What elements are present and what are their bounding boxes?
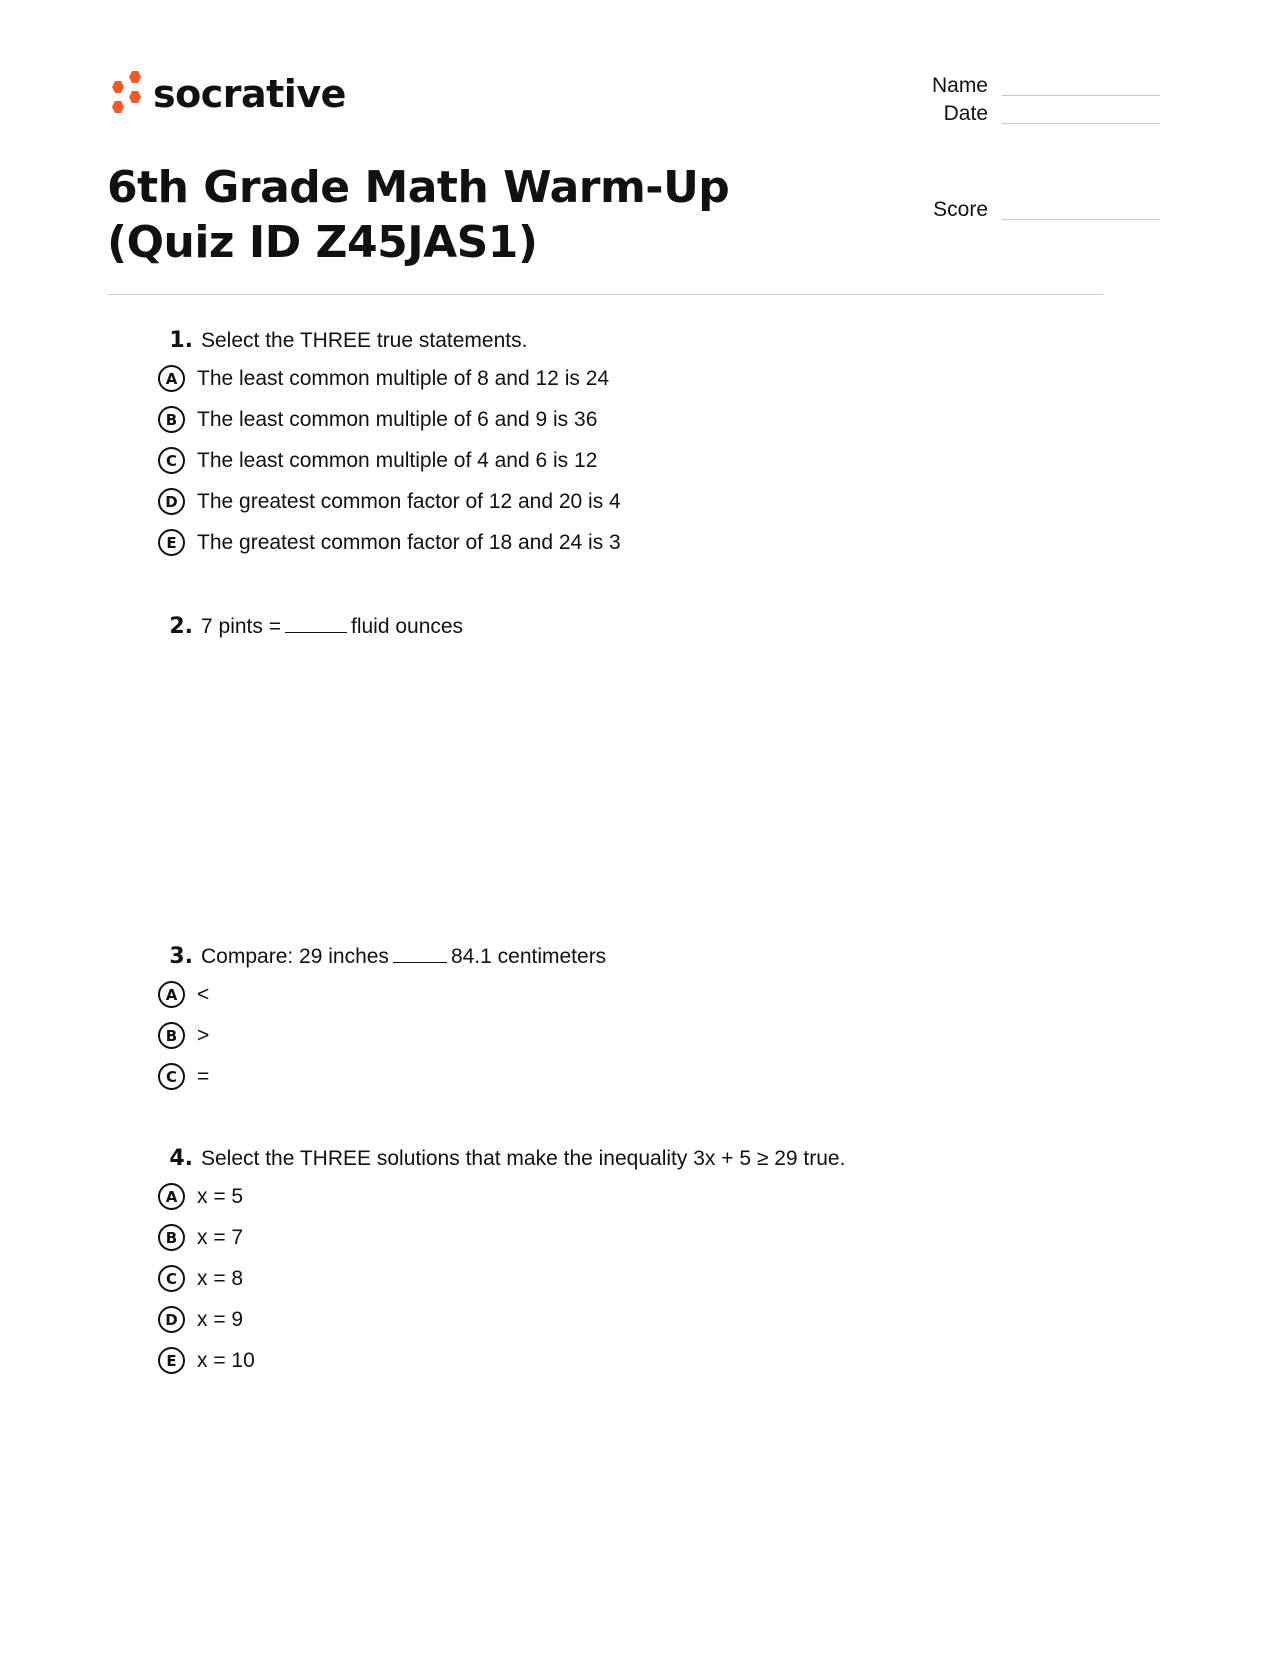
date-label: Date — [943, 102, 988, 125]
question-number: 2. — [169, 614, 193, 639]
date-line[interactable] — [1002, 123, 1160, 124]
brand-name: socrative — [153, 72, 346, 116]
answer-bubble[interactable]: D — [158, 1306, 185, 1333]
option-text: x = 10 — [197, 1348, 255, 1372]
score-field[interactable] — [888, 198, 1160, 222]
page-title: 6th Grade Math Warm-Up (Quiz ID Z45JAS1) — [107, 162, 730, 268]
option-b[interactable] — [158, 404, 621, 435]
option-text: > — [197, 1023, 210, 1047]
question-2 — [158, 614, 463, 639]
option-d[interactable] — [158, 486, 621, 517]
question-prompt-after: fluid ounces — [350, 615, 464, 638]
option-text: < — [197, 982, 210, 1006]
answer-bubble[interactable]: E — [158, 1347, 185, 1374]
question-prompt: Select the THREE solutions that make the inequality 3x + 5 ≥ 29 true. — [201, 1147, 846, 1170]
option-text: The least common multiple of 4 and 6 is 12 — [197, 448, 598, 472]
option-c[interactable] — [158, 445, 621, 476]
question-3 — [158, 944, 606, 1092]
answer-bubble[interactable]: B — [158, 1224, 185, 1251]
option-b[interactable] — [158, 1020, 606, 1051]
answer-bubble[interactable]: C — [158, 1265, 185, 1292]
question-number: 3. — [169, 944, 193, 969]
question-prompt-before: Compare: 29 inches — [201, 945, 389, 968]
score-label: Score — [933, 198, 988, 221]
option-e[interactable] — [158, 527, 621, 558]
answer-bubble[interactable]: A — [158, 1183, 185, 1210]
option-d[interactable] — [158, 1304, 845, 1335]
option-c[interactable] — [158, 1061, 606, 1092]
option-a[interactable] — [158, 979, 606, 1010]
option-text: x = 9 — [197, 1307, 244, 1331]
option-text: The least common multiple of 8 and 12 is 24 — [197, 366, 610, 390]
name-label: Name — [931, 74, 988, 97]
option-a[interactable] — [158, 1181, 845, 1212]
answer-bubble[interactable]: A — [158, 981, 185, 1008]
question-prompt-after: 84.1 centimeters — [450, 945, 607, 968]
answer-bubble[interactable]: D — [158, 488, 185, 515]
answer-bubble[interactable]: C — [158, 1063, 185, 1090]
question-number: 1. — [169, 328, 193, 353]
option-c[interactable] — [158, 1263, 845, 1294]
hexagon-logo-icon — [107, 70, 145, 118]
option-a[interactable] — [158, 363, 621, 394]
option-text: x = 7 — [197, 1225, 244, 1249]
option-text: The greatest common factor of 12 and 20 is 4 — [197, 489, 621, 513]
question-4 — [158, 1146, 845, 1376]
option-e[interactable] — [158, 1345, 845, 1376]
question-prompt: Select the THREE true statements. — [201, 329, 528, 352]
option-text: The greatest common factor of 18 and 24 is 3 — [197, 530, 621, 554]
answer-blank[interactable] — [393, 961, 447, 963]
answer-bubble[interactable]: C — [158, 447, 185, 474]
option-text: x = 8 — [197, 1266, 244, 1290]
answer-bubble[interactable]: E — [158, 529, 185, 556]
option-text: x = 5 — [197, 1184, 244, 1208]
answer-bubble[interactable]: B — [158, 1022, 185, 1049]
date-field[interactable] — [888, 102, 1160, 126]
option-text: The least common multiple of 6 and 9 is 36 — [197, 407, 598, 431]
question-1 — [158, 328, 621, 558]
question-number: 4. — [169, 1146, 193, 1171]
answer-bubble[interactable]: B — [158, 406, 185, 433]
option-b[interactable] — [158, 1222, 845, 1253]
name-field[interactable] — [888, 74, 1160, 98]
score-line[interactable] — [1002, 219, 1160, 220]
option-text: = — [197, 1064, 210, 1088]
socrative-logo — [107, 70, 346, 118]
answer-bubble[interactable]: A — [158, 365, 185, 392]
question-prompt-before: 7 pints = — [201, 615, 281, 638]
header-divider — [107, 294, 1103, 295]
answer-blank[interactable] — [285, 631, 347, 633]
name-line[interactable] — [1002, 95, 1160, 96]
